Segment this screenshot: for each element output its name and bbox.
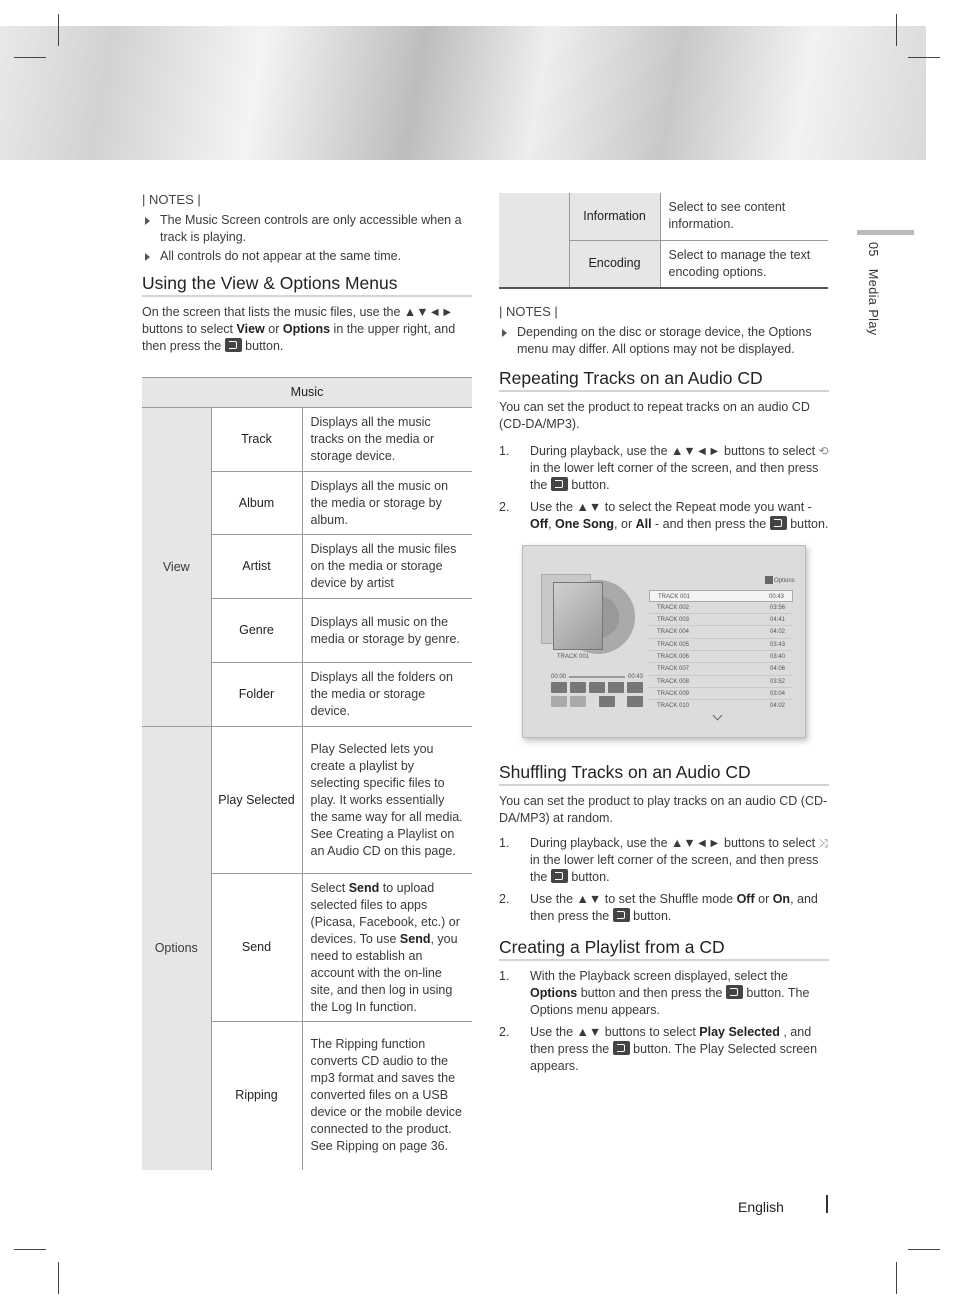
row-desc: Displays all the folders on the media or storage device. <box>302 663 472 727</box>
enter-icon <box>551 869 568 883</box>
options-continued-table <box>499 193 828 289</box>
row-desc: Select Send to upload selected files to apps (Picasa, Facebook, etc.) or devices. To use Send, you need to establish an account with the on-line site, and then log in using the Log In function. <box>302 874 472 1022</box>
track-row[interactable]: TRACK 010 04:02 <box>657 703 785 710</box>
enter-icon <box>770 516 787 530</box>
section-intro: On the screen that lists the music files, use the ▲▼◄► buttons to select View or Options in the upper right, and then press the button. <box>142 305 456 353</box>
list-item: 2. Use the ▲▼ to select the Repeat mode you want - Off, One Song, or All - and then press the button. <box>499 499 829 531</box>
repeat-button[interactable] <box>551 696 567 707</box>
section-intro: You can set the product to repeat tracks on an audio CD (CD-DA/MP3). <box>499 399 810 431</box>
table-title: Music <box>142 378 472 408</box>
music-player-screenshot <box>522 545 806 738</box>
track-row[interactable]: TRACK 003 04:41 <box>649 614 793 626</box>
section-heading: Using the View & Options Menus <box>142 275 472 297</box>
chapter-title: Media Play <box>866 268 880 336</box>
bullet-arrow-icon <box>145 253 150 261</box>
footer-divider <box>826 1195 828 1213</box>
footer-language: English <box>738 1199 784 1215</box>
shuffle-steps <box>499 835 829 925</box>
bullet-arrow-icon <box>145 217 150 225</box>
list-item: The Music Screen controls are only accessible when a track is playing. <box>142 212 472 246</box>
album-cover <box>553 582 603 650</box>
pause-button[interactable] <box>551 682 567 693</box>
enter-icon <box>613 1041 630 1055</box>
crop-mark <box>58 14 59 46</box>
equalizer-button[interactable] <box>599 696 615 707</box>
enter-icon <box>726 985 743 999</box>
time-end: 00:43 <box>628 673 644 680</box>
row-desc: Play Selected lets you create a playlist by selecting specific files to play. It works essentially the same way for all media. See Creating a Playlist on an Audio CD on this page. <box>302 727 472 874</box>
row-desc: Displays all the music tracks on the media or storage device. <box>302 408 472 472</box>
row-label: Send <box>211 874 302 1022</box>
notes-list <box>499 324 829 358</box>
chapter-tab <box>857 230 914 235</box>
enter-icon <box>225 338 242 352</box>
track-row[interactable]: TRACK 004 04:02 <box>649 626 793 638</box>
row-desc: Displays all the music on the media or storage by album. <box>302 472 472 535</box>
row-desc: Select to manage the text encoding options. <box>660 240 828 288</box>
row-label: Artist <box>211 535 302 599</box>
right-column <box>499 193 829 1083</box>
rewind-button[interactable] <box>570 682 586 693</box>
current-track: TRACK 001 <box>557 653 590 660</box>
playlist-steps <box>499 968 829 1075</box>
options-label: Options <box>774 577 795 584</box>
options-icon <box>765 576 773 584</box>
next-button[interactable] <box>627 682 643 693</box>
crop-mark <box>908 57 940 58</box>
time-start: 00:00 <box>551 673 567 680</box>
chapter-number: 05 <box>866 242 880 257</box>
music-options-table <box>142 377 472 1170</box>
group-view: View <box>142 408 211 727</box>
shuffle-button[interactable] <box>570 696 586 707</box>
row-label: Track <box>211 408 302 472</box>
section-heading: Repeating Tracks on an Audio CD <box>499 370 829 392</box>
enter-icon <box>551 477 568 491</box>
row-label: Folder <box>211 663 302 727</box>
bullet-arrow-icon <box>502 329 507 337</box>
track-row[interactable]: TRACK 002 03:56 <box>649 602 793 614</box>
group-cell <box>499 193 569 288</box>
track-row[interactable]: TRACK 007 04:06 <box>649 663 793 675</box>
crop-mark <box>58 1262 59 1294</box>
list-item: 1. With the Playback screen displayed, select the Options button and then press the button. The Options menu appears. <box>499 968 810 1017</box>
equalizer-button[interactable] <box>627 696 643 707</box>
list-item: 2. Use the ▲▼ buttons to select Play Selected , and then press the button. The Play Selected screen appears. <box>499 1024 818 1073</box>
header-banner <box>0 26 926 160</box>
shuffle-icon: ⤨ <box>818 835 829 850</box>
track-row[interactable]: TRACK 005 03:43 <box>649 639 793 651</box>
section-intro: You can set the product to play tracks on an audio CD (CD-DA/MP3) at random. <box>499 793 828 825</box>
forward-button[interactable] <box>589 682 605 693</box>
track-list <box>649 590 793 713</box>
row-label: Genre <box>211 599 302 663</box>
row-desc: Displays all music on the media or storage by genre. <box>302 599 472 663</box>
crop-mark <box>896 1262 897 1294</box>
left-column <box>142 191 472 1170</box>
section-heading: Creating a Playlist from a CD <box>499 939 829 961</box>
crop-mark <box>896 14 897 46</box>
notes-list <box>142 212 472 265</box>
list-item: 1. During playback, use the ▲▼◄► buttons to select ⟲ in the lower left corner of the screen, and then press the button. <box>499 443 829 492</box>
section-heading: Shuffling Tracks on an Audio CD <box>499 764 829 786</box>
row-label: Encoding <box>569 240 660 288</box>
crop-mark <box>14 57 46 58</box>
notes-heading: | NOTES | <box>142 192 201 207</box>
row-label: Play Selected <box>211 727 302 874</box>
group-options: Options <box>142 727 211 1170</box>
row-label: Information <box>569 193 660 240</box>
row-label: Ripping <box>211 1022 302 1170</box>
previous-button[interactable] <box>608 682 624 693</box>
row-desc: The Ripping function converts CD audio to the mp3 format and saves the converted files on a USB device or the mobile device connected to the product. See Ripping on page 36. <box>310 1037 462 1154</box>
list-item: 2. Use the ▲▼ to set the Shuffle mode Off or On, and then press the button. <box>499 891 818 923</box>
repeat-icon: ⟲ <box>818 443 829 458</box>
progress-bar <box>569 676 625 678</box>
list-item: Depending on the disc or storage device, the Options menu may differ. All options may not be displayed. <box>499 324 829 358</box>
track-row[interactable]: TRACK 009 03:04 <box>649 688 793 700</box>
row-desc: Select to see content information. <box>660 193 828 240</box>
list-item: All controls do not appear at the same time. <box>142 248 472 265</box>
chapter-label <box>866 242 880 336</box>
enter-icon <box>613 908 630 922</box>
list-item: 1. During playback, use the ▲▼◄► buttons to select ⤨ in the lower left corner of the screen, and then press the button. <box>499 835 829 884</box>
track-row[interactable]: TRACK 006 03:40 <box>649 651 793 663</box>
row-label: Album <box>211 472 302 535</box>
notes-heading: | NOTES | <box>499 303 558 319</box>
crop-mark <box>908 1249 940 1250</box>
track-row[interactable]: TRACK 001 00:43 <box>649 590 793 602</box>
crop-mark <box>14 1249 46 1250</box>
track-row[interactable]: TRACK 008 03:52 <box>649 676 793 688</box>
row-desc: Displays all the music files on the media or storage device by artist <box>302 535 472 599</box>
repeat-steps <box>499 443 829 533</box>
